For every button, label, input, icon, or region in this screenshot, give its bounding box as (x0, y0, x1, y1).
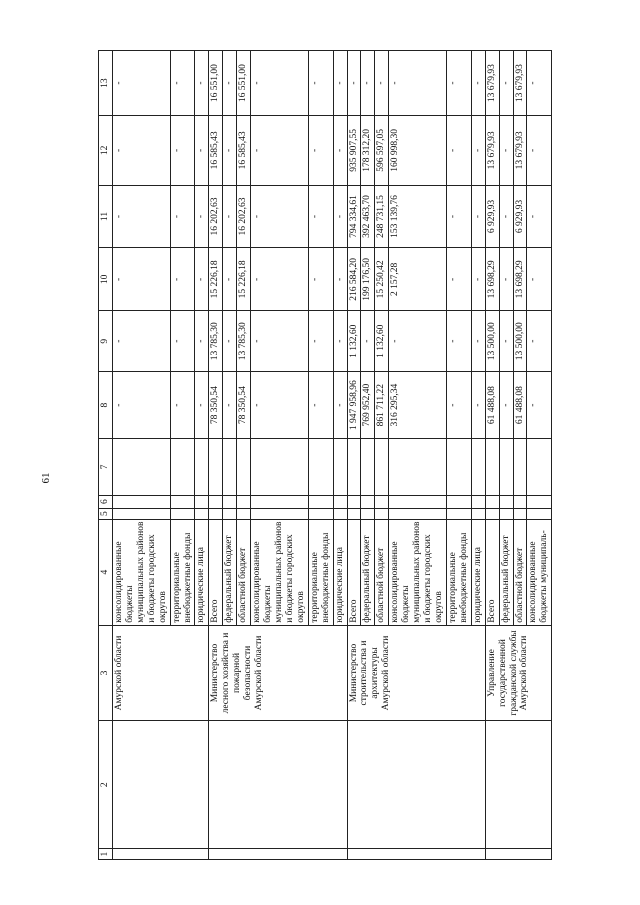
value-cell-v12: 16 585,43 (237, 116, 251, 185)
funding-source-cell: консолидированные бюджеты муниципаль- (527, 519, 552, 625)
cell-col6 (223, 495, 237, 508)
value-cell-v8: 61 488,08 (485, 372, 499, 439)
cell-col6 (347, 495, 361, 508)
cell-col5 (209, 508, 223, 519)
funding-source-cell: Всего (347, 519, 361, 625)
value-cell-v11: 6 929,93 (513, 185, 527, 248)
value-cell-v9: - (527, 311, 552, 372)
cell-col2 (209, 721, 347, 849)
page-number: 61 (40, 472, 52, 484)
value-cell-v9: 13 785,30 (209, 311, 223, 372)
value-cell-v8: - (195, 372, 209, 439)
cell-col5 (471, 508, 485, 519)
executor-cell: Амурской области (113, 625, 209, 720)
cell-col7 (223, 439, 237, 495)
value-cell-v9: - (251, 311, 309, 372)
column-header-6: 6 (99, 495, 113, 508)
cell-col5 (195, 508, 209, 519)
executor-cell: Министерство лесного хозяйства и пожарной безопасности Амурской области (209, 625, 347, 720)
cell-col7 (471, 439, 485, 495)
cell-col7 (513, 439, 527, 495)
cell-col5 (170, 508, 195, 519)
value-cell-v12: - (251, 116, 309, 185)
cell-col7 (333, 439, 347, 495)
value-cell-v13: 13 679,93 (513, 51, 527, 116)
value-cell-v8: 769 952,40 (361, 372, 375, 439)
value-cell-v10: - (113, 248, 171, 311)
cell-col5 (446, 508, 471, 519)
value-cell-v12: - (195, 116, 209, 185)
value-cell-v11: 16 202,63 (237, 185, 251, 248)
value-cell-v11: 248 731,15 (375, 185, 389, 248)
value-cell-v13: - (446, 51, 471, 116)
funding-source-cell: областной бюджет (513, 519, 527, 625)
value-cell-v11: 16 202,63 (209, 185, 223, 248)
cell-col6 (527, 495, 552, 508)
cell-col7 (389, 439, 447, 495)
value-cell-v9: - (446, 311, 471, 372)
cell-col1 (209, 849, 347, 860)
funding-source-cell: юридические лица (471, 519, 485, 625)
value-cell-v8: - (471, 372, 485, 439)
cell-col1 (347, 849, 485, 860)
cell-col7 (499, 439, 513, 495)
column-header-3: 3 (99, 625, 113, 720)
value-cell-v13: - (361, 51, 375, 116)
value-cell-v13: - (471, 51, 485, 116)
value-cell-v13: - (389, 51, 447, 116)
value-cell-v13: - (333, 51, 347, 116)
column-header-11: 11 (99, 185, 113, 248)
value-cell-v10: 13 698,29 (513, 248, 527, 311)
value-cell-v10: - (446, 248, 471, 311)
value-cell-v12: - (223, 116, 237, 185)
rotated-table-container (98, 50, 568, 860)
value-cell-v9: 13 500,00 (485, 311, 499, 372)
value-cell-v11: - (471, 185, 485, 248)
cell-col7 (527, 439, 552, 495)
cell-col6 (308, 495, 333, 508)
cell-col2 (113, 721, 209, 849)
cell-col6 (209, 495, 223, 508)
table-row (347, 51, 361, 860)
funding-source-cell: территориальные внебюджетные фонды (170, 519, 195, 625)
value-cell-v9: - (195, 311, 209, 372)
table-row (209, 51, 223, 860)
value-cell-v13: - (113, 51, 171, 116)
value-cell-v9: - (499, 311, 513, 372)
cell-col5 (347, 508, 361, 519)
cell-col1 (485, 849, 552, 860)
table-row (113, 51, 171, 860)
value-cell-v12: - (446, 116, 471, 185)
value-cell-v12: - (170, 116, 195, 185)
cell-col5 (333, 508, 347, 519)
value-cell-v12: 13 679,93 (485, 116, 499, 185)
cell-col6 (446, 495, 471, 508)
cell-col7 (361, 439, 375, 495)
value-cell-v11: - (195, 185, 209, 248)
value-cell-v10: - (499, 248, 513, 311)
value-cell-v11: - (446, 185, 471, 248)
value-cell-v12: 16 585,43 (209, 116, 223, 185)
value-cell-v9: - (308, 311, 333, 372)
funding-source-cell: федеральный бюджет (499, 519, 513, 625)
value-cell-v10: 15 226,18 (209, 248, 223, 311)
value-cell-v8: - (527, 372, 552, 439)
cell-col6 (485, 495, 499, 508)
value-cell-v9: - (361, 311, 375, 372)
cell-col5 (113, 508, 171, 519)
funding-source-cell: Всего (485, 519, 499, 625)
value-cell-v9: - (170, 311, 195, 372)
value-cell-v10: - (471, 248, 485, 311)
funding-source-cell: консолидированные бюджеты муниципальных районов и бюджеты городских округов (113, 519, 171, 625)
value-cell-v10: - (333, 248, 347, 311)
value-cell-v10: 2 157,28 (389, 248, 447, 311)
value-cell-v13: 16 551,00 (209, 51, 223, 116)
value-cell-v10: - (223, 248, 237, 311)
funding-source-cell: Всего (209, 519, 223, 625)
cell-col5 (251, 508, 309, 519)
column-header-4: 4 (99, 519, 113, 625)
value-cell-v8: 316 295,34 (389, 372, 447, 439)
value-cell-v13: - (347, 51, 361, 116)
value-cell-v10: - (527, 248, 552, 311)
column-number-header-row (99, 51, 113, 860)
value-cell-v13: - (223, 51, 237, 116)
cell-col6 (170, 495, 195, 508)
funding-source-cell: областной бюджет (237, 519, 251, 625)
executor-cell: Министерство строительства и архитектуры Амурской области (347, 625, 485, 720)
value-cell-v10: 216 584,20 (347, 248, 361, 311)
value-cell-v10: - (308, 248, 333, 311)
cell-col6 (113, 495, 171, 508)
value-cell-v9: - (389, 311, 447, 372)
value-cell-v12: 935 907,55 (347, 116, 361, 185)
cell-col7 (485, 439, 499, 495)
value-cell-v8: - (499, 372, 513, 439)
funding-source-cell: федеральный бюджет (223, 519, 237, 625)
funding-source-cell: федеральный бюджет (361, 519, 375, 625)
value-cell-v9: 13 785,30 (237, 311, 251, 372)
cell-col6 (195, 495, 209, 508)
cell-col5 (485, 508, 499, 519)
value-cell-v9: 13 500,00 (513, 311, 527, 372)
value-cell-v11: - (251, 185, 309, 248)
value-cell-v13: - (499, 51, 513, 116)
column-header-8: 8 (99, 372, 113, 439)
cell-col2 (347, 721, 485, 849)
value-cell-v13: - (251, 51, 309, 116)
value-cell-v11: - (527, 185, 552, 248)
value-cell-v8: 78 350,54 (209, 372, 223, 439)
value-cell-v12: - (308, 116, 333, 185)
cell-col7 (446, 439, 471, 495)
value-cell-v8: 61 488,08 (513, 372, 527, 439)
executor-cell: Управление государственной гражданской службы Амурской области (485, 625, 552, 720)
value-cell-v9: 1 132,60 (347, 311, 361, 372)
value-cell-v8: - (113, 372, 171, 439)
funding-source-cell: территориальные внебюджетные фонды (446, 519, 471, 625)
cell-col6 (375, 495, 389, 508)
column-header-12: 12 (99, 116, 113, 185)
cell-col7 (375, 439, 389, 495)
value-cell-v10: 199 176,50 (361, 248, 375, 311)
value-cell-v11: - (333, 185, 347, 248)
value-cell-v8: - (170, 372, 195, 439)
cell-col6 (361, 495, 375, 508)
cell-col5 (223, 508, 237, 519)
value-cell-v12: - (113, 116, 171, 185)
value-cell-v13: - (527, 51, 552, 116)
value-cell-v10: - (170, 248, 195, 311)
value-cell-v8: - (223, 372, 237, 439)
column-header-9: 9 (99, 311, 113, 372)
column-header-10: 10 (99, 248, 113, 311)
cell-col5 (499, 508, 513, 519)
cell-col5 (308, 508, 333, 519)
value-cell-v12: - (471, 116, 485, 185)
value-cell-v12: 160 998,30 (389, 116, 447, 185)
value-cell-v12: - (527, 116, 552, 185)
value-cell-v10: 13 698,29 (485, 248, 499, 311)
value-cell-v13: - (375, 51, 389, 116)
value-cell-v11: - (499, 185, 513, 248)
funding-source-cell: юридические лица (195, 519, 209, 625)
value-cell-v12: 13 679,93 (513, 116, 527, 185)
cell-col5 (237, 508, 251, 519)
value-cell-v8: 1 947 958,96 (347, 372, 361, 439)
value-cell-v11: 794 334,61 (347, 185, 361, 248)
value-cell-v13: 16 551,00 (237, 51, 251, 116)
value-cell-v8: 861 711,22 (375, 372, 389, 439)
cell-col7 (237, 439, 251, 495)
value-cell-v13: 13 679,93 (485, 51, 499, 116)
value-cell-v10: 15 226,18 (237, 248, 251, 311)
cell-col7 (170, 439, 195, 495)
cell-col6 (237, 495, 251, 508)
cell-col7 (209, 439, 223, 495)
cell-col6 (389, 495, 447, 508)
value-cell-v10: 15 250,42 (375, 248, 389, 311)
value-cell-v9: - (471, 311, 485, 372)
funding-source-cell: юридические лица (333, 519, 347, 625)
cell-col5 (513, 508, 527, 519)
value-cell-v12: 178 312,20 (361, 116, 375, 185)
cell-col2 (485, 721, 552, 849)
value-cell-v8: - (251, 372, 309, 439)
value-cell-v11: 6 929,93 (485, 185, 499, 248)
funding-source-cell: консолидированные бюджеты муниципальных районов и бюджеты городских округов (389, 519, 447, 625)
value-cell-v12: - (333, 116, 347, 185)
column-header-13: 13 (99, 51, 113, 116)
funding-source-cell: областной бюджет (375, 519, 389, 625)
cell-col1 (113, 849, 209, 860)
column-header-5: 5 (99, 508, 113, 519)
value-cell-v8: - (446, 372, 471, 439)
cell-col6 (251, 495, 309, 508)
cell-col7 (195, 439, 209, 495)
value-cell-v11: - (308, 185, 333, 248)
cell-col5 (389, 508, 447, 519)
column-header-2: 2 (99, 721, 113, 849)
value-cell-v13: - (170, 51, 195, 116)
value-cell-v8: - (308, 372, 333, 439)
budget-table (98, 50, 552, 860)
cell-col6 (499, 495, 513, 508)
column-header-1: 1 (99, 849, 113, 860)
cell-col6 (333, 495, 347, 508)
value-cell-v11: - (223, 185, 237, 248)
value-cell-v9: - (223, 311, 237, 372)
value-cell-v9: - (113, 311, 171, 372)
funding-source-cell: консолидированные бюджеты муниципальных районов и бюджеты городских округов (251, 519, 309, 625)
value-cell-v8: - (333, 372, 347, 439)
cell-col7 (251, 439, 309, 495)
cell-col6 (513, 495, 527, 508)
column-header-7: 7 (99, 439, 113, 495)
value-cell-v10: - (195, 248, 209, 311)
value-cell-v12: - (499, 116, 513, 185)
table-row (485, 51, 499, 860)
value-cell-v11: - (170, 185, 195, 248)
value-cell-v12: 596 597,05 (375, 116, 389, 185)
cell-col7 (308, 439, 333, 495)
value-cell-v13: - (195, 51, 209, 116)
value-cell-v10: - (251, 248, 309, 311)
value-cell-v9: 1 132,60 (375, 311, 389, 372)
funding-source-cell: территориальные внебюджетные фонды (308, 519, 333, 625)
cell-col7 (347, 439, 361, 495)
cell-col5 (527, 508, 552, 519)
cell-col6 (471, 495, 485, 508)
value-cell-v11: - (113, 185, 171, 248)
value-cell-v8: 78 350,54 (237, 372, 251, 439)
value-cell-v11: 153 139,76 (389, 185, 447, 248)
cell-col5 (375, 508, 389, 519)
value-cell-v13: - (308, 51, 333, 116)
value-cell-v9: - (333, 311, 347, 372)
cell-col5 (361, 508, 375, 519)
cell-col7 (113, 439, 171, 495)
value-cell-v11: 392 463,70 (361, 185, 375, 248)
